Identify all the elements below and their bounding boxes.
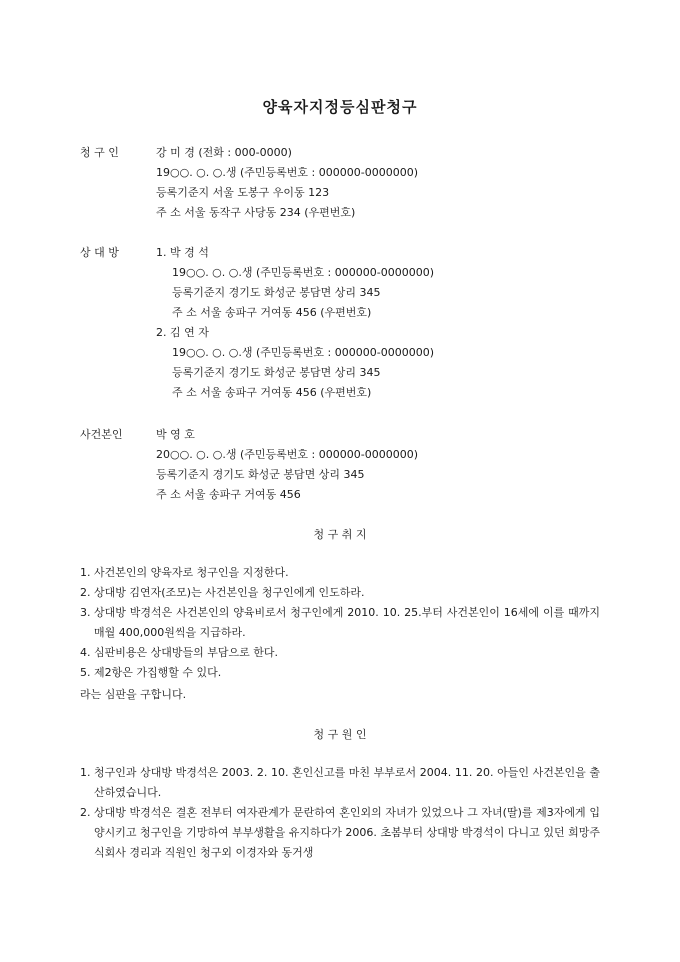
respondent-1-registry: 등록기준지 경기도 화성군 봉담면 상리 345 <box>172 286 381 299</box>
claimant-address: 주 소 서울 동작구 사당동 234 (우편번호) <box>156 206 356 219</box>
item-number: 2. <box>80 586 91 599</box>
item-text: 청구인과 상대방 박경석은 2003. 2. 10. 혼인신고를 마친 부부로서 2004. 11. 20. 아들인 사건본인을 출산하였습니다. <box>94 766 600 799</box>
item-text: 상대방 김연자(조모)는 사건본인을 청구인에게 인도하라. <box>94 586 365 599</box>
respondent-2-name: 2. 김 연 자 <box>156 326 209 339</box>
item-text: 제2항은 가집행할 수 있다. <box>94 666 222 679</box>
respondent-1-address: 주 소 서울 송파구 거여동 456 (우편번호) <box>172 306 372 319</box>
purpose-item <box>80 583 600 603</box>
respondent-label: 상 대 방 <box>80 246 119 259</box>
cause-item <box>80 763 600 803</box>
purpose-item <box>80 663 600 683</box>
purpose-heading: 청 구 취 지 <box>313 528 367 541</box>
claimant-label: 청 구 인 <box>80 146 119 159</box>
item-number: 1. <box>80 766 91 779</box>
claimant-birth: 19○○. ○. ○.생 (주민등록번호 : 000000-0000000) <box>156 166 418 179</box>
purpose-item <box>80 643 600 663</box>
document-title: 양육자지정등심판청구 <box>262 98 418 116</box>
purpose-item <box>80 563 600 583</box>
item-number: 5. <box>80 666 91 679</box>
subject-registry: 등록기준지 경기도 화성군 봉담면 상리 345 <box>156 468 365 481</box>
subject-address: 주 소 서울 송파구 거여동 456 <box>156 488 301 501</box>
purpose-item <box>80 603 600 643</box>
subject-name: 박 영 호 <box>156 428 195 441</box>
respondent-2-address: 주 소 서울 송파구 거여동 456 (우편번호) <box>172 386 372 399</box>
item-text: 상대방 박경석은 사건본인의 양육비로서 청구인에게 2010. 10. 25.부터 사건본인이 16세에 이를 때까지 매월 400,000원씩을 지급하라. <box>94 606 600 639</box>
item-text: 사건본인의 양육자로 청구인을 지정한다. <box>94 566 289 579</box>
item-number: 1. <box>80 566 91 579</box>
respondent-1-birth: 19○○. ○. ○.생 (주민등록번호 : 000000-0000000) <box>172 266 434 279</box>
respondent-2-registry: 등록기준지 경기도 화성군 봉담면 상리 345 <box>172 366 381 379</box>
cause-item <box>80 803 600 863</box>
respondent-1-name: 1. 박 경 석 <box>156 246 209 259</box>
item-text: 심판비용은 상대방들의 부담으로 한다. <box>94 646 279 659</box>
respondent-2-birth: 19○○. ○. ○.생 (주민등록번호 : 000000-0000000) <box>172 346 434 359</box>
item-number: 2. <box>80 806 91 819</box>
item-number: 4. <box>80 646 91 659</box>
subject-birth: 20○○. ○. ○.생 (주민등록번호 : 000000-0000000) <box>156 448 418 461</box>
subject-label: 사건본인 <box>80 428 123 441</box>
cause-heading: 청 구 원 인 <box>313 728 367 741</box>
purpose-closing: 라는 심판을 구합니다. <box>80 688 187 701</box>
item-number: 3. <box>80 606 91 619</box>
claimant-name: 강 미 경 (전화 : 000-0000) <box>156 146 292 159</box>
item-text: 상대방 박경석은 결혼 전부터 여자관계가 문란하여 혼인외의 자녀가 있었으나 그 자녀(딸)를 제3자에게 입양시키고 청구인을 기망하여 부부생활을 유지하다가 2006. 초봄부터 상대방 박경석이 다니고 있던 희망주식회사 경리과 직원인 청구외 이경자와 동거생 <box>94 806 600 859</box>
claimant-registry: 등록기준지 서울 도봉구 우이동 123 <box>156 186 330 199</box>
